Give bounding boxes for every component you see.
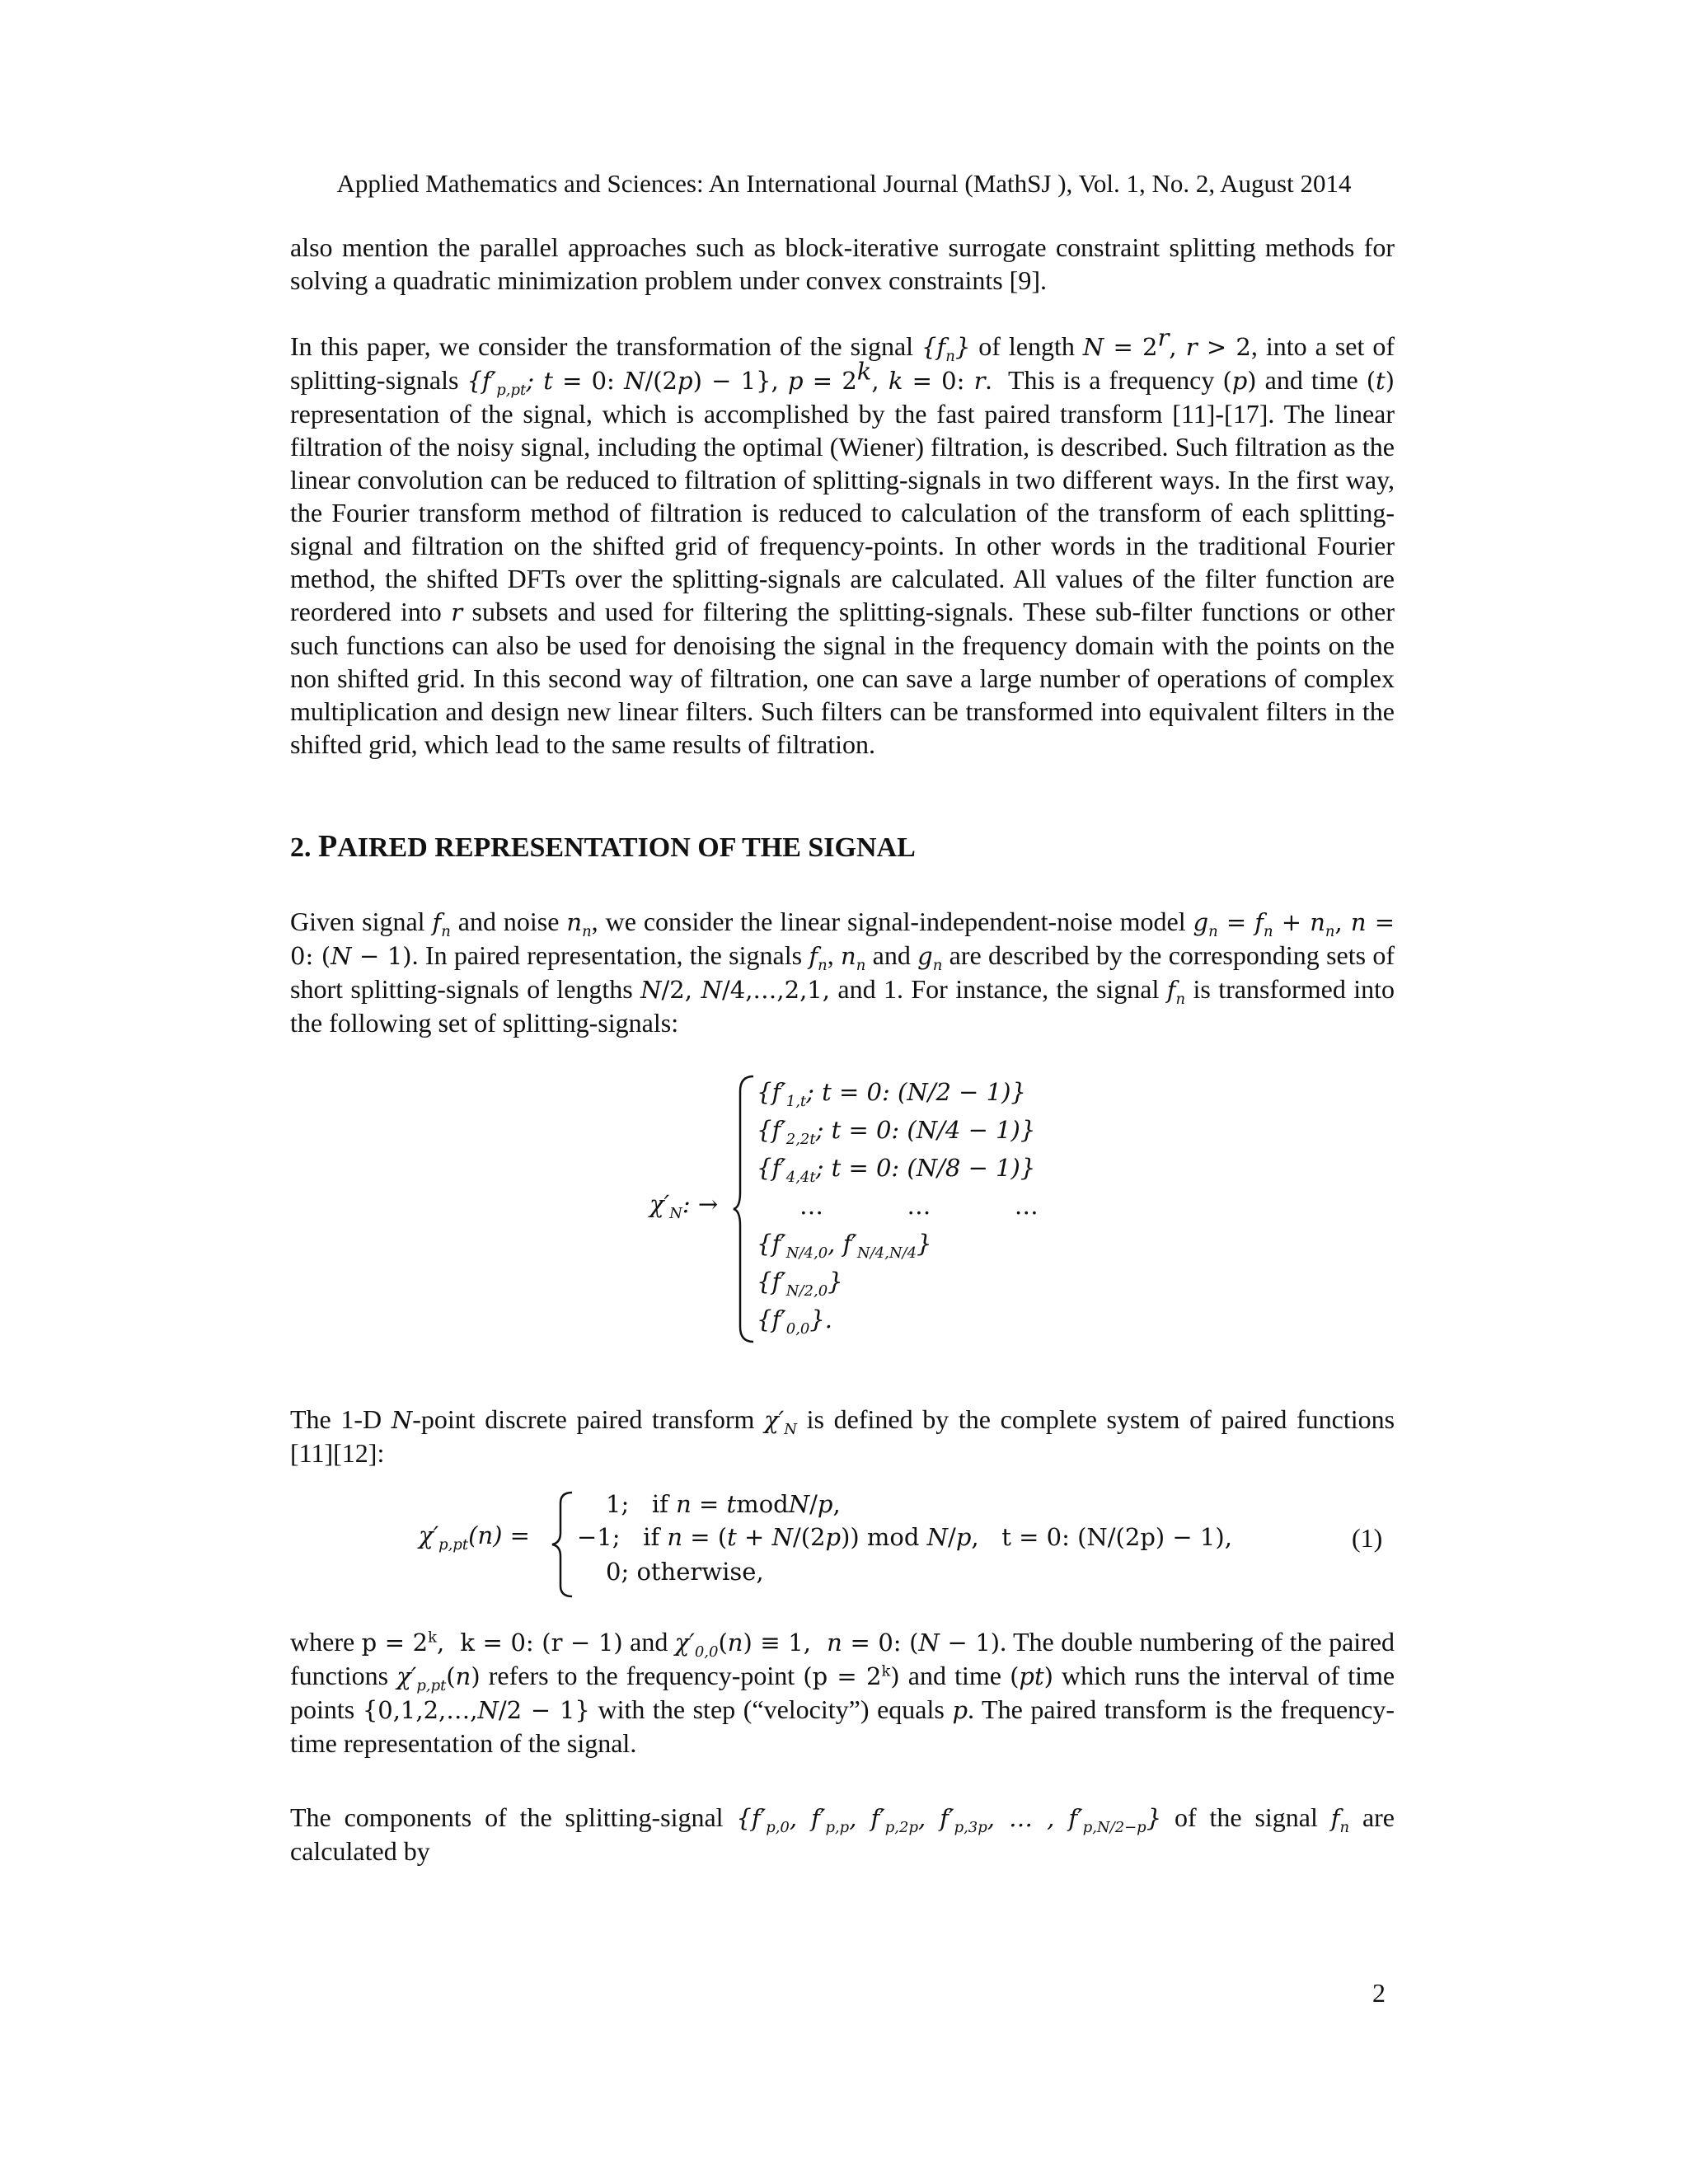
heading-initial: P — [318, 829, 338, 864]
equation-brace — [551, 1490, 575, 1599]
paragraph-1-text: also mention the parallel approaches such as block-iterative surrogate constraint splitting methods for solving a quadratic minimization problem under convex constraints [9]. — [290, 232, 1395, 295]
p5-e: and time — [907, 1661, 1001, 1690]
paragraph-6: The components of the splitting-signal {$f'_{p,0}$, $f'_{p,p}$, $f'_{p,2p}$, $f'_{p,3p}$, … , $f'_{p,N/2-p}$} of the signal $f_n$ are calculated by — [290, 1802, 1395, 1866]
p6-c: are calculated by — [290, 1802, 1395, 1866]
p5-h: The paired transform is the frequency-time representation of the signal. — [290, 1694, 1395, 1758]
p5-a: where — [290, 1627, 355, 1657]
heading-number: 2. — [290, 832, 312, 863]
paragraph-3: Given signal $f_n$ and noise $n_n$, we consider the linear signal-independent-noise model $g_n = f_n + n_n$, n = 0: (N − 1). In paired representation, the signals $f_n$, $n_n$ and $g_n$ are described by the corresponding sets of short splitting-signals of lengths N/2, N/4,…,2,1, and 1. For instance, the signal $f_n$ is transformed into the following set of splitting-signals: — [290, 907, 1395, 1038]
section-heading — [290, 828, 916, 865]
heading-rest: AIRED REPRESENTATION OF THE SIGNAL — [337, 832, 916, 863]
p5-g: with the step (“velocity”) equals — [598, 1694, 945, 1724]
paragraph-4: The 1-D N-point discrete paired transform $\chi'_N$ is defined by the complete system of paired functions [11][12]: — [290, 1404, 1395, 1468]
equation-number: (1) — [1352, 1523, 1383, 1553]
p2-d: This is a frequency — [1007, 365, 1215, 395]
p5-b: and — [630, 1627, 668, 1657]
p6-a: The components of the splitting-signal — [290, 1802, 724, 1832]
p3-h: is transformed into the following set of splitting-signals: — [290, 974, 1395, 1038]
p5-f: which runs the interval of time points — [290, 1661, 1395, 1724]
otherwise-case: 0; otherwise, — [606, 1558, 764, 1586]
p4-a: The 1-D — [290, 1404, 382, 1434]
p3-d: In paired representation, the signals — [424, 940, 803, 970]
p2-e: and time — [1264, 365, 1358, 395]
document-page: Applied Mathematics and Sciences: An International Journal (MathSJ ), Vol. 1, No. 2, August 2014 also mention the parallel approaches such as block-iterative surrogate constraint splitting methods for solving a quadratic minimization problem under convex constraints [9]. In this paper, we consider the transformation of the signal $\{f_n\}$ of length $N = 2^r$, r > 2, into a set of splitting-signals {$f'_{p,pt}$; t = 0: N/(2p) − 1}, $p = 2^k$, k = 0: r. This is a frequency (p) and time (t) representation of the signal, which is accomplished by the fast paired transform [11]-[17]. The linear filtration of the noisy signal, including the optimal (Wiener) filtration, is described. Such filtration as the linear convolution can be reduced to filtration of splitting-signals in two different ways. In the first way, the Fourier transform method of filtration is reduced to calculation of the transform of each splitting-signal and filtration on the shifted grid of frequency-points. In other words in the traditional Fourier method, the shifted DFTs over the splitting-signals are calculated. All values of the filter function are reordered into r subsets and used for filtering the splitting-signals. These sub-filter functions or other such functions can also be used for denoising the signal in the frequency domain with the points on the non shifted grid. In this second way of filtration, one can save a large number of operations of complex multiplication and design new linear filters. Such filters can be transformed into equivalent filters in the shifted grid, which lead to the same results of filtration. 2. PAIRED REPRESENTATION OF THE SIGNAL Given signal $f_n$ and noise $n_n$, we consider the linear signal-independent-noise model $g_n = f_n + n_n$, n = 0: (N − 1). In paired representation, the signals $f_n$, $n_n$ and $g_n$ are described by the corresponding sets of short splitting-signals of lengths N/2, N/4,…,2,1, and 1. For instance, the signal $f_n$ is transformed into the following set of splitting-signals: $\chi'_N$: → {$f'_{1,t}$; t = 0: (N/2 − 1)} {$f'_{2,2t}$; t = 0: (N/4 − 1)} {$f'_{4,4t}$; t = 0: (N/8 − 1)} … … … {$f'_{N/4,0}$, $f'_{N/4,N/4}$} $\{f'_{N/2,0}\}$ $\{f'_{0,0}\}$. The 1-D N-point discrete paired transform $\chi'_N$ is defined by the complete system of paired functions [11][12]: $\chi'_{p,pt}(n)$ = 1; if n = tmodN/p, −1; if n = (t + N/(2p)) mod N/p, t = 0: (N/(2p) − 1), 0; otherwise, (1) where $p = 2^k$, k = 0: (r − 1) and $\chi'_{0,0}(n) \equiv 1$, n = 0: (N − 1). The double numbering of the paired functions $\chi'_{p,pt}(n)$ refers to the frequency-point $(p = 2^k)$ and time (pt) which runs the interval of time points {0,1,2,…,N/2 − 1} with the step (“velocity”) equals p. The paired transform is the frequency-time representation of the signal. The components of the splitting-signal {$f'_{p,0}$, $f'_{p,p}$, $f'_{p,2p}$, $f'_{p,3p}$, … , $f'_{p,N/2-p}$} of the signal $f_n$ are calculated by 2 — [0, 0, 1688, 2184]
p3-a: Given signal — [290, 907, 425, 936]
paragraph-2: In this paper, we consider the transformation of the signal $\{f_n\}$ of length $N = 2^r$, r > 2, into a set of splitting-signals {$f'_{p,pt}$; t = 0: N/(2p) − 1}, $p = 2^k$, k = 0: r. This is a frequency (p) and time (t) representation of the signal, which is accomplished by the fast paired transform [11]-[17]. The linear filtration of the noisy signal, including the optimal (Wiener) filtration, is described. Such filtration as the linear convolution can be reduced to filtration of splitting-signals in two different ways. In the first way, the Fourier transform method of filtration is reduced to calculation of the transform of each splitting-signal and filtration on the shifted grid of frequency-points. In other words in the traditional Fourier method, the shifted DFTs over the splitting-signals are calculated. All values of the filter function are reordered into r subsets and used for filtering the splitting-signals. These sub-filter functions or other such functions can also be used for denoising the signal in the frequency domain with the points on the non shifted grid. In this second way of filtration, one can save a large number of operations of complex multiplication and design new linear filters. Such filters can be transformed into equivalent filters in the shifted grid, which lead to the same results of filtration. — [290, 323, 1395, 759]
p6-b: of the signal — [1175, 1802, 1318, 1832]
p4-b: -point discrete paired transform — [412, 1404, 755, 1434]
p3-f: are described by the corresponding sets of short splitting-signals of lengths — [290, 940, 1395, 1004]
paragraph-1 — [290, 231, 1395, 297]
p2-b: of length — [978, 331, 1075, 361]
p2-a: In this paper, we consider the transformation of the signal — [290, 331, 914, 361]
journal-header: Applied Mathematics and Sciences: An International Journal (MathSJ ), Vol. 1, No. 2, August 2014 — [336, 169, 1352, 198]
paragraph-5: where $p = 2^k$, k = 0: (r − 1) and $\chi'_{0,0}(n) \equiv 1$, n = 0: (N − 1). The double numbering of the paired functions $\chi'_{p,pt}(n)$ refers to the frequency-point $(p = 2^k)$ and time (pt) which runs the interval of time points {0,1,2,…,N/2 − 1} with the step (“velocity”) equals p. The paired transform is the frequency-time representation of the signal. — [290, 1627, 1395, 1758]
p2-g: subsets and used for filtering the splitting-signals. These sub-filter functions or other such functions can also be used for denoising the signal in the frequency domain with the points on the non shifted grid. In this second way of filtration, one can save a large number of operations of complex multiplication and design new linear filters. Such filters can be transformed into equivalent filters in the shifted grid, which lead to the same results of filtration. — [290, 597, 1395, 759]
p5-c: The double numbering of the paired functions — [290, 1627, 1395, 1690]
p2-c: into a set of splitting-signals — [290, 331, 1395, 395]
p5-d: refers to the frequency-point — [488, 1661, 795, 1690]
p3-e: and — [872, 940, 911, 970]
p4-c: is defined by the complete system of paired functions [11][12]: — [290, 1404, 1395, 1468]
p3-b: and noise — [457, 907, 560, 936]
p3-g: and 1. For instance, the signal — [837, 974, 1160, 1004]
page-number: 2 — [1372, 1978, 1386, 2008]
p2-f: representation of the signal, which is accomplished by the fast paired transform [11]-[17]. The linear filtration of the noisy signal, including the optimal (Wiener) filtration, is described. Such filtration as the linear convolution can be reduced to filtration of splitting-signals in two different ways. In the first way, the Fourier transform method of filtration is reduced to calculation of the transform of each splitting-signal and filtration on the shifted grid of frequency-points. In other words in the traditional Fourier method, the shifted DFTs over the splitting-signals are calculated. All values of the filter function are reordered into — [290, 399, 1395, 626]
p3-c: we consider the linear signal-independent-noise model — [605, 907, 1186, 936]
left-brace — [732, 1073, 757, 1345]
